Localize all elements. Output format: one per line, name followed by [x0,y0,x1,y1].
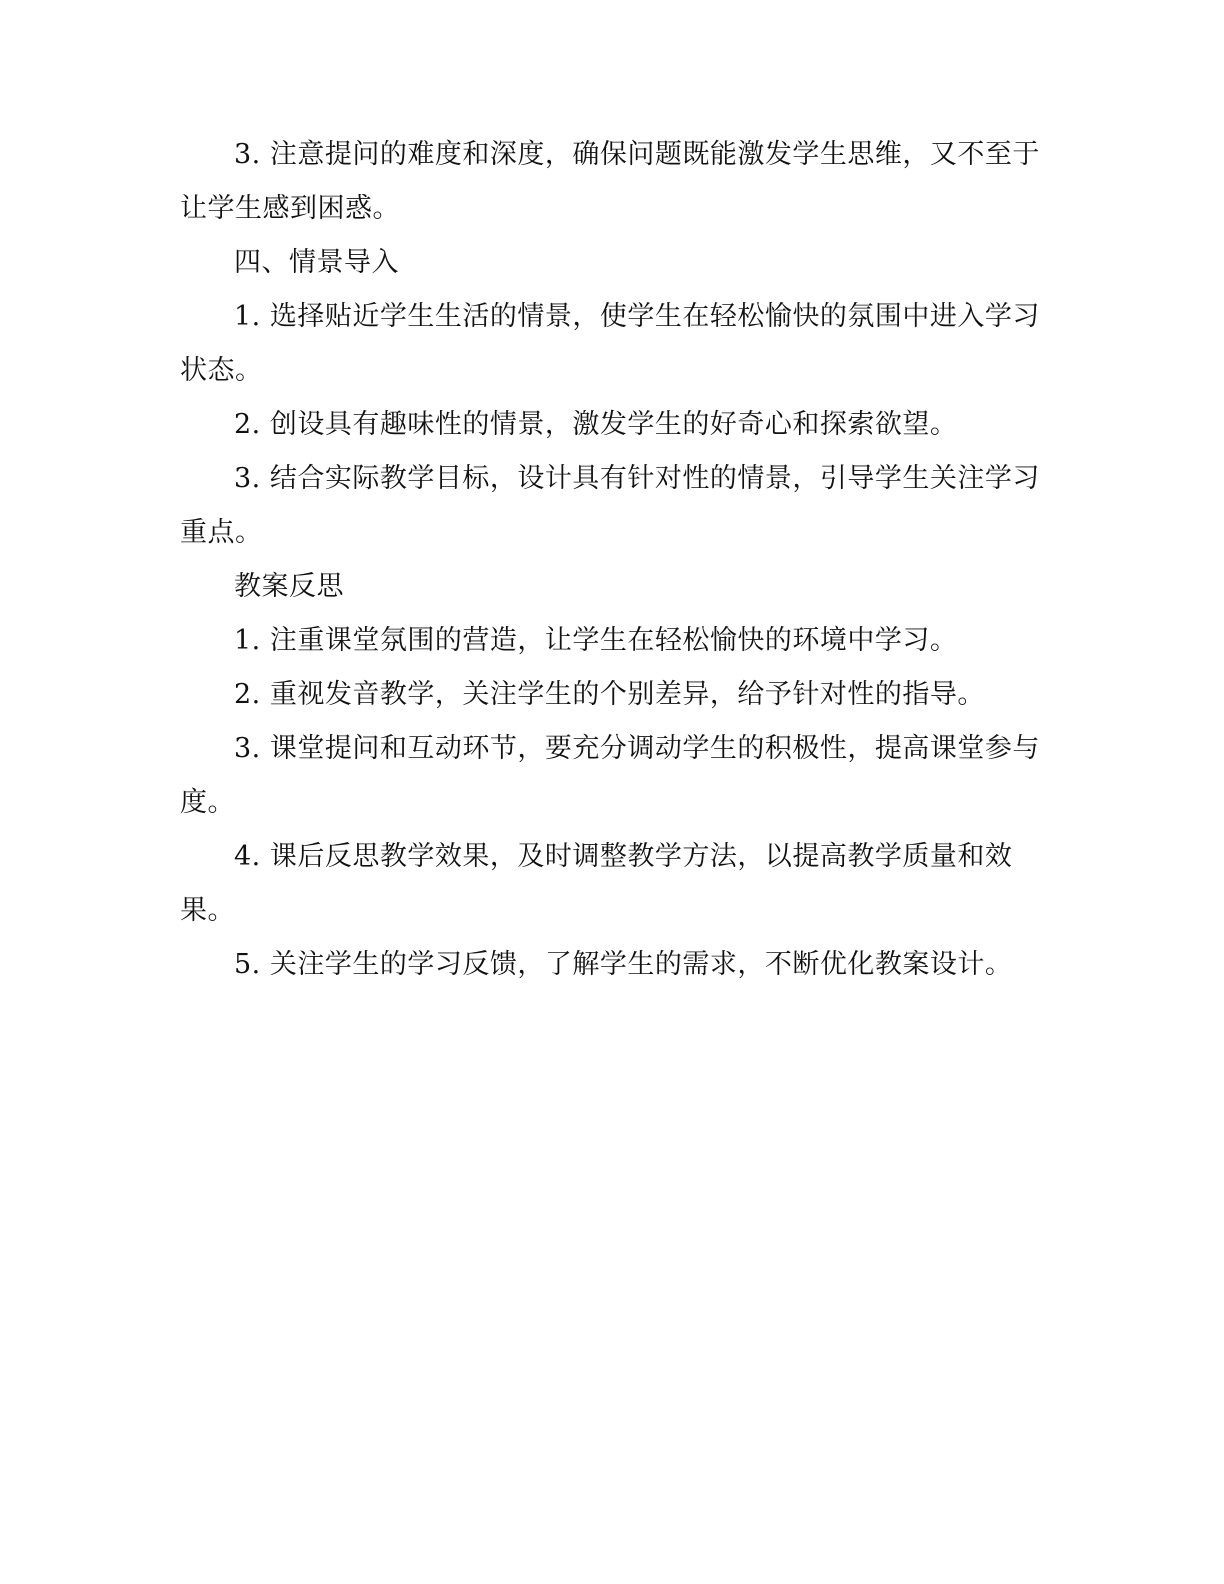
list-item: 3. 注意提问的难度和深度，确保问题既能激发学生思维，又不至于让学生感到困惑。 [180,139,1040,224]
document-body [180,128,1044,992]
list-item: 2. 重视发音教学，关注学生的个别差异，给予针对性的指导。 [234,679,985,710]
section-heading: 教案反思 [234,571,344,602]
section-heading: 四、情景导入 [234,247,399,278]
list-item: 3. 结合实际教学目标，设计具有针对性的情景，引导学生关注学习重点。 [180,463,1040,548]
list-item: 4. 课后反思教学效果，及时调整教学方法，以提高教学质量和效果。 [180,841,1013,926]
list-item: 1. 选择贴近学生生活的情景，使学生在轻松愉快的氛围中进入学习状态。 [180,301,1040,386]
list-item: 5. 关注学生的学习反馈，了解学生的需求，不断优化教案设计。 [234,949,1013,980]
list-item: 3. 课堂提问和互动环节，要充分调动学生的积极性，提高课堂参与度。 [180,733,1040,818]
list-item: 1. 注重课堂氛围的营造，让学生在轻松愉快的环境中学习。 [234,625,958,656]
list-item: 2. 创设具有趣味性的情景，激发学生的好奇心和探索欲望。 [234,409,958,440]
